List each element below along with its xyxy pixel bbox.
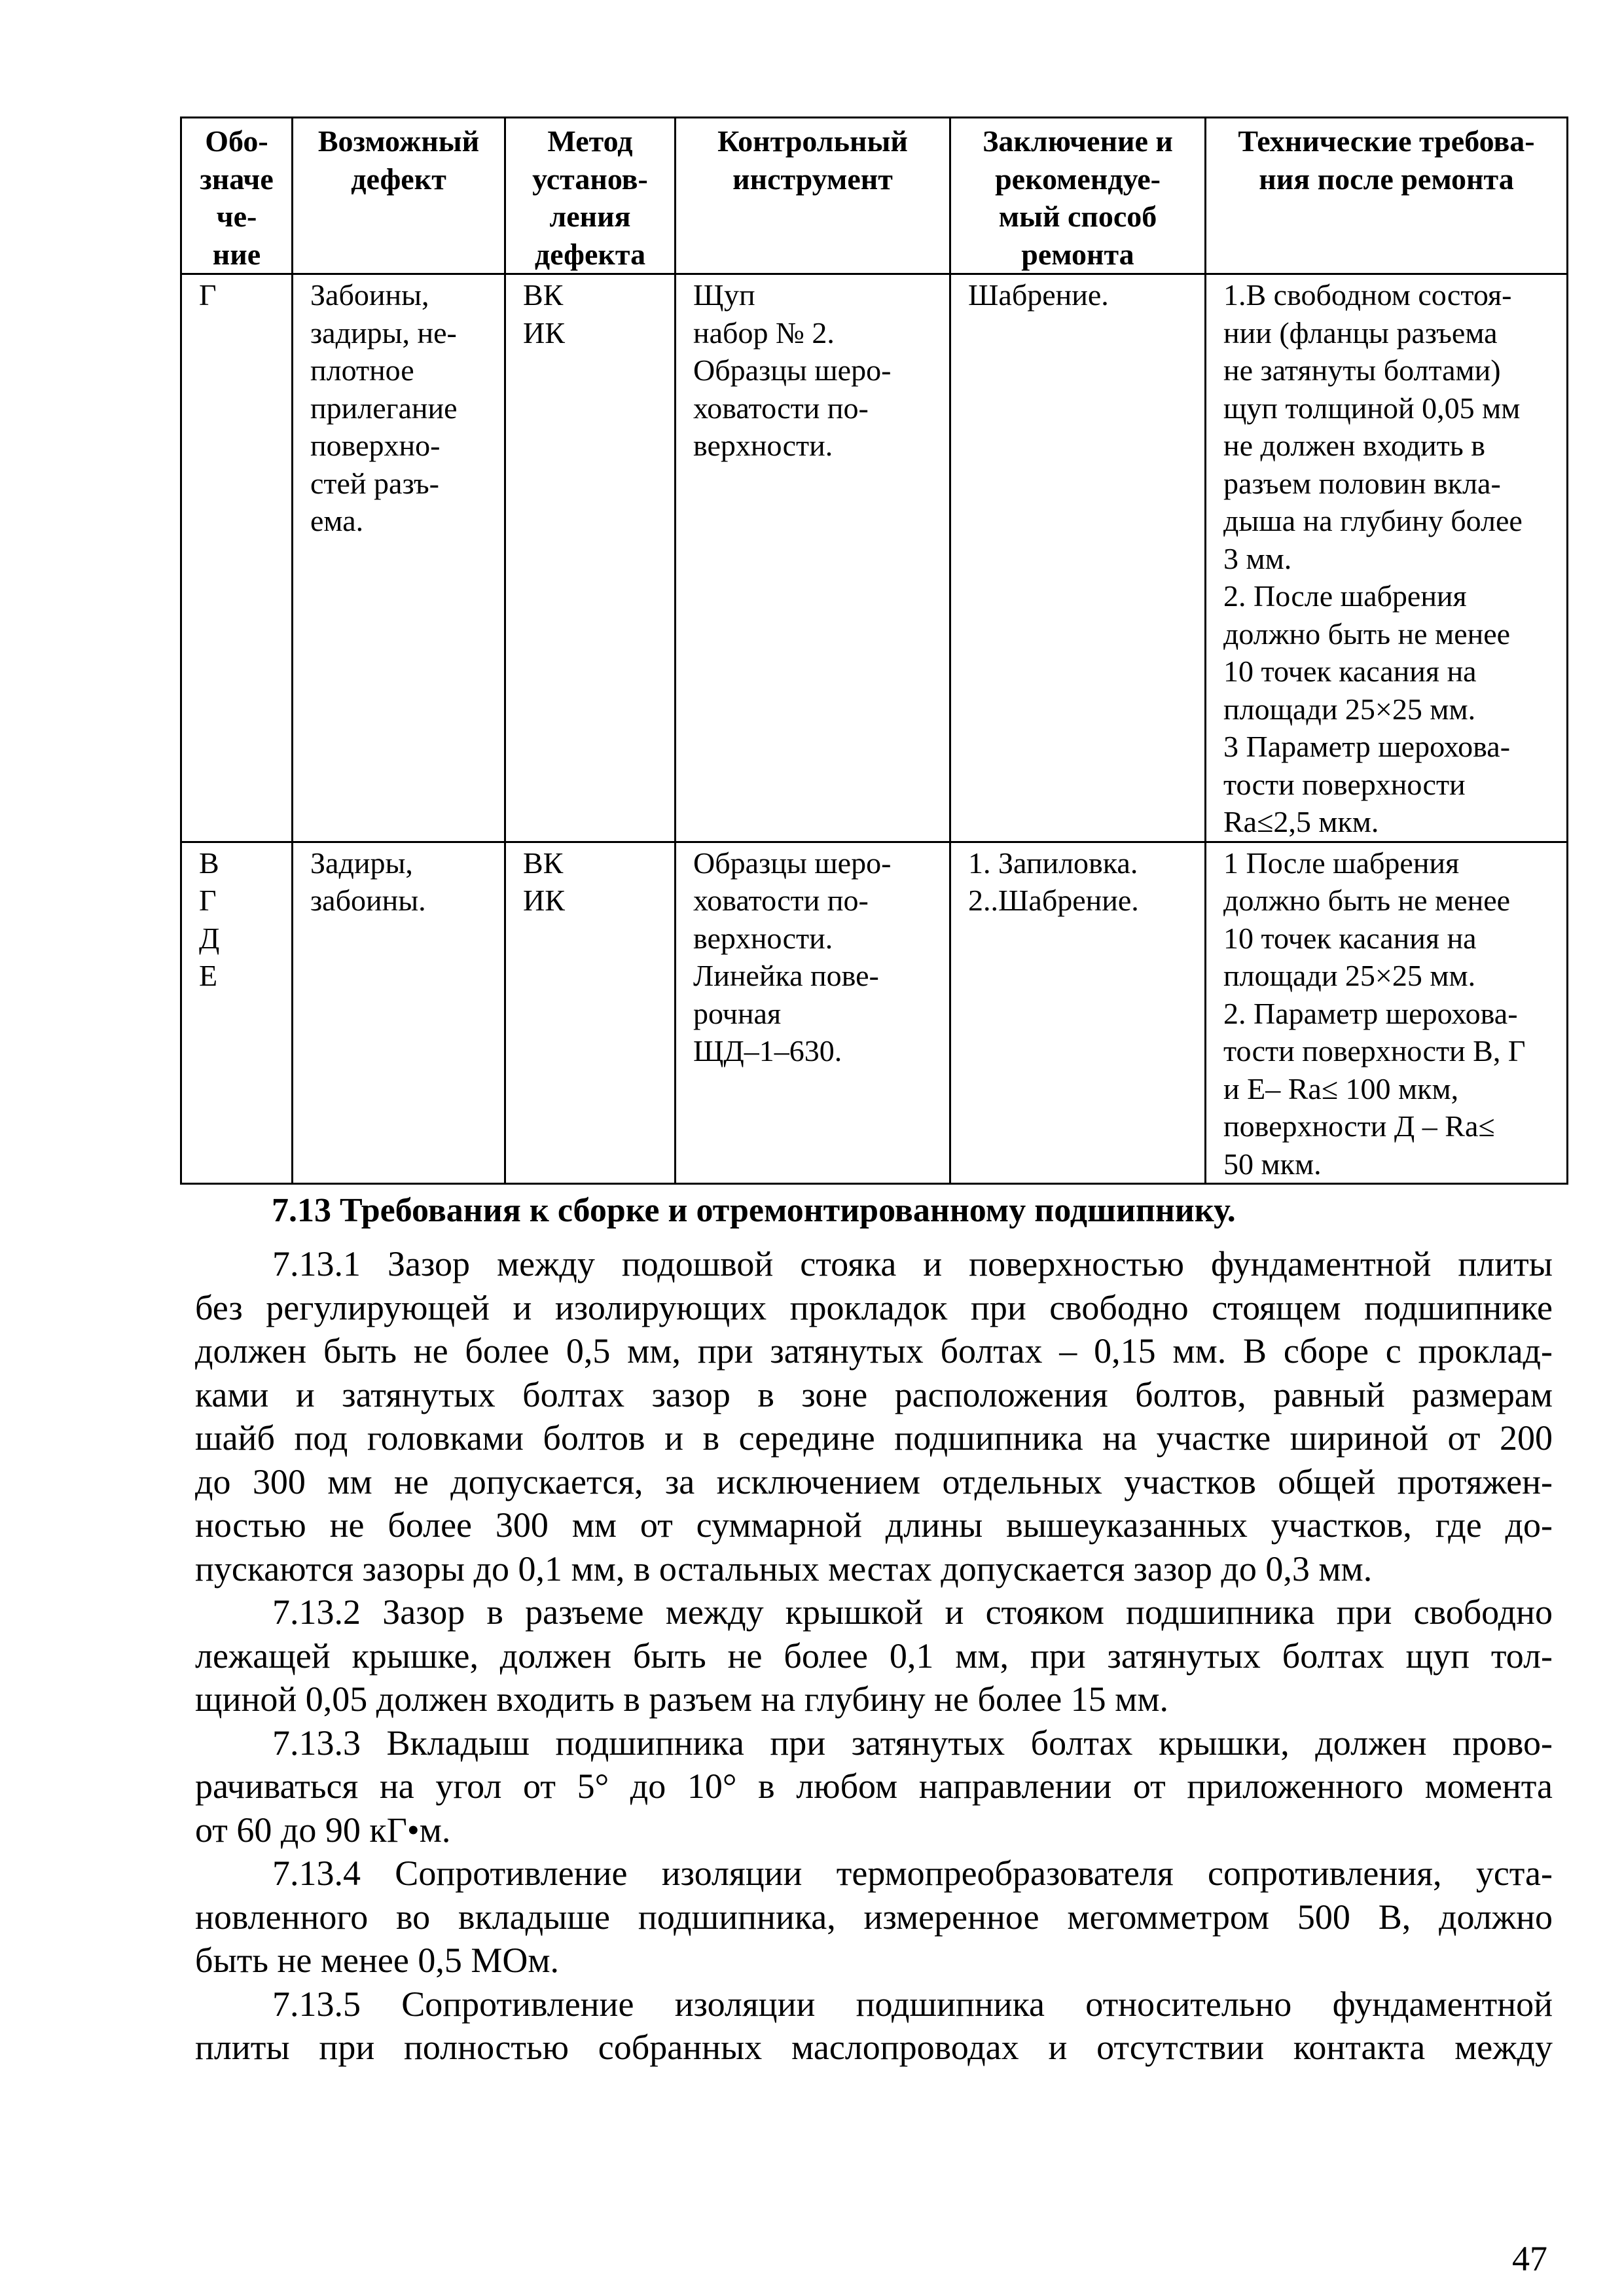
table-cell — [181, 274, 293, 842]
column-header — [181, 118, 293, 274]
cell-line: 2. Параметр шерохова- — [1223, 996, 1518, 1030]
table-cell — [1206, 274, 1568, 842]
cell-line: площади 25×25 мм. — [1223, 959, 1476, 992]
cell-line: поверхно- — [310, 429, 441, 462]
header-line: мый способ — [998, 200, 1157, 233]
cell-line: Щуп — [693, 278, 755, 312]
header-line: дефекта — [534, 237, 646, 271]
paragraph-line: 7.13.1 Зазор между подошвой стояка и поверхностью фундаментной плиты — [272, 1244, 1553, 1283]
cell-line: прилегание — [310, 391, 458, 425]
column-header — [293, 118, 505, 274]
cell-line: задиры, не- — [310, 315, 457, 350]
header-line: значе — [200, 162, 274, 196]
defects-table — [180, 117, 1568, 1185]
paragraph-line: быть не менее 0,5 МОм. — [195, 1941, 560, 1980]
header-line: рекомендуе- — [995, 162, 1161, 196]
header-line: Метод — [547, 124, 633, 158]
cell-line: 3 мм. — [1223, 541, 1292, 575]
cell-line: 1.В свободном состоя- — [1223, 278, 1512, 312]
cell-line: ема. — [310, 504, 364, 537]
cell-line: 10 точек касания на — [1223, 921, 1477, 955]
cell-line: не затянуты болтами) — [1223, 353, 1501, 387]
cell-line: не должен входить в — [1223, 429, 1485, 462]
cell-line: 2. После шабрения — [1223, 579, 1467, 613]
table-cell — [181, 842, 293, 1184]
paragraph-line: 7.13.5 Сопротивление изоляции подшипника относительно фундаментной — [272, 1984, 1553, 2024]
header-line: че- — [216, 200, 257, 233]
column-header — [1206, 118, 1568, 274]
table-header — [181, 118, 1568, 274]
header-line: инструмент — [732, 162, 893, 196]
cell-line: Забоины, — [310, 278, 429, 312]
paragraph-line: щиной 0,05 должен входить в разъем на глубину не более 15 мм. — [195, 1679, 1169, 1719]
cell-line: 1. Запиловка. — [968, 846, 1138, 880]
header-line: Заключение и — [983, 124, 1173, 158]
table-row — [181, 274, 1568, 842]
cell-line: ховатости по- — [693, 884, 869, 917]
body-text — [195, 1242, 1553, 2070]
cell-line: ИК — [523, 884, 565, 917]
paragraph-line: 7.13.3 Вкладыш подшипника при затянутых болтах крышки, должен прово- — [272, 1723, 1553, 1763]
cell-line: Образцы шеро- — [693, 353, 892, 387]
cell-line: щуп толщиной 0,05 мм — [1223, 391, 1521, 425]
header-line: ние — [212, 237, 261, 271]
cell-line: нии (фланцы разъема — [1223, 315, 1498, 350]
cell-line: дыша на глубину более — [1223, 504, 1523, 537]
header-line: Возможный — [317, 124, 480, 158]
table-cell — [950, 274, 1206, 842]
paragraph-line: должен быть не более 0,5 мм, при затянутых болтах – 0,15 мм. В сборе с проклад- — [195, 1331, 1553, 1371]
header-line: Технические требова- — [1238, 124, 1535, 158]
cell-line: тости поверхности — [1223, 767, 1466, 801]
cell-line: площади 25×25 мм. — [1223, 692, 1476, 726]
paragraph-line: от 60 до 90 кГ•м. — [195, 1810, 451, 1850]
paragraph-line: новленного во вкладыше подшипника, измеренное мегомметром 500 В, должно — [195, 1897, 1553, 1937]
cell-line: ВК — [523, 846, 564, 880]
cell-line: Задиры, — [310, 846, 413, 880]
table-cell — [1206, 842, 1568, 1184]
cell-line: и Е– Ra≤ 100 мкм, — [1223, 1071, 1459, 1105]
paragraph-line: до 300 мм не допускается, за исключением отдельных участков общей протяжен- — [195, 1462, 1553, 1501]
cell-line: плотное — [310, 353, 414, 387]
cell-line: Линейка пове- — [693, 959, 879, 992]
paragraph-line: ностью не более 300 мм от суммарной длины вышеуказанных участков, где до- — [195, 1505, 1553, 1545]
cell-line: должно быть не менее — [1223, 617, 1511, 651]
column-header — [505, 118, 676, 274]
header-line: ления — [549, 200, 631, 233]
cell-line: тости поверхности В, Г — [1223, 1034, 1526, 1067]
cell-line: Д — [199, 921, 220, 955]
section-heading: 7.13 Требования к сборке и отремонтированному подшипнику. — [272, 1192, 1236, 1229]
table-cell — [676, 274, 950, 842]
cell-line: набор № 2. — [693, 315, 835, 350]
cell-line: Образцы шеро- — [693, 846, 892, 880]
paragraph-line: плиты при полностью собранных маслопроводах и отсутствии контакта между — [195, 2028, 1553, 2067]
cell-line: ИК — [523, 315, 565, 350]
cell-line: должно быть не менее — [1223, 884, 1511, 917]
cell-line: рочная — [693, 996, 782, 1030]
paragraph-line: лежащей крышке, должен быть не более 0,1 мм, при затянутых болтах щуп тол- — [195, 1636, 1553, 1676]
cell-line: верхности. — [693, 921, 833, 955]
table-header-row — [181, 118, 1568, 274]
table-cell — [293, 842, 505, 1184]
cell-line: ЩД–1–630. — [693, 1034, 842, 1067]
table-cell — [505, 842, 676, 1184]
cell-line: 50 мкм. — [1223, 1147, 1322, 1181]
column-header — [950, 118, 1206, 274]
cell-line: В — [199, 846, 219, 880]
paragraph-line: шайб под головками болтов и в середине подшипника на участке шириной от 200 — [195, 1418, 1553, 1458]
cell-line: 3 Параметр шерохова- — [1223, 730, 1511, 763]
cell-line: Г — [199, 278, 217, 312]
cell-line: поверхности Д – Ra≤ — [1223, 1109, 1495, 1143]
paragraph-line: пускаются зазоры до 0,1 мм, в остальных местах допускается зазор до 0,3 мм. — [195, 1549, 1373, 1588]
cell-line: 1 После шабрения — [1223, 846, 1460, 880]
cell-line: Е — [199, 959, 218, 992]
cell-line: разъем половин вкла- — [1223, 466, 1501, 500]
header-line: Контрольный — [717, 124, 908, 158]
table-body — [181, 274, 1568, 1184]
cell-line: забоины. — [310, 884, 426, 917]
paragraph-line: 7.13.4 Сопротивление изоляции термопреобразователя сопротивления, уста- — [272, 1854, 1553, 1893]
paragraph-line: без регулирующей и изолирующих прокладок при свободно стоящем подшипнике — [195, 1287, 1553, 1327]
table-cell — [293, 274, 505, 842]
paragraph-line: рачиваться на угол от 5° до 10° в любом направлении от приложенного момента — [195, 1767, 1553, 1806]
cell-line: стей разъ- — [310, 466, 439, 500]
header-line: дефект — [351, 162, 446, 196]
table-cell — [950, 842, 1206, 1184]
cell-line: Шабрение. — [968, 278, 1109, 312]
table-cell — [505, 274, 676, 842]
cell-line: Ra≤2,5 мкм. — [1223, 805, 1379, 838]
paragraph-line: 7.13.2 Зазор в разъеме между крышкой и стояком подшипника при свободно — [272, 1592, 1553, 1632]
page-number: 47 — [1512, 2239, 1547, 2278]
header-line: установ- — [532, 162, 648, 196]
header-line: ремонта — [1021, 237, 1134, 271]
cell-line: ховатости по- — [693, 391, 869, 425]
cell-line: ВК — [523, 278, 564, 312]
table-row — [181, 842, 1568, 1184]
cell-line: Г — [199, 884, 217, 917]
cell-line: 2..Шабрение. — [968, 884, 1139, 917]
cell-line: 10 точек касания на — [1223, 655, 1477, 688]
table-cell — [676, 842, 950, 1184]
header-line: ния после ремонта — [1259, 162, 1514, 196]
paragraph-line: ками и затянутых болтах зазор в зоне расположения болтов, равный размерам — [195, 1374, 1553, 1414]
column-header — [676, 118, 950, 274]
header-line: Обо- — [205, 124, 268, 158]
cell-line: верхности. — [693, 429, 833, 462]
